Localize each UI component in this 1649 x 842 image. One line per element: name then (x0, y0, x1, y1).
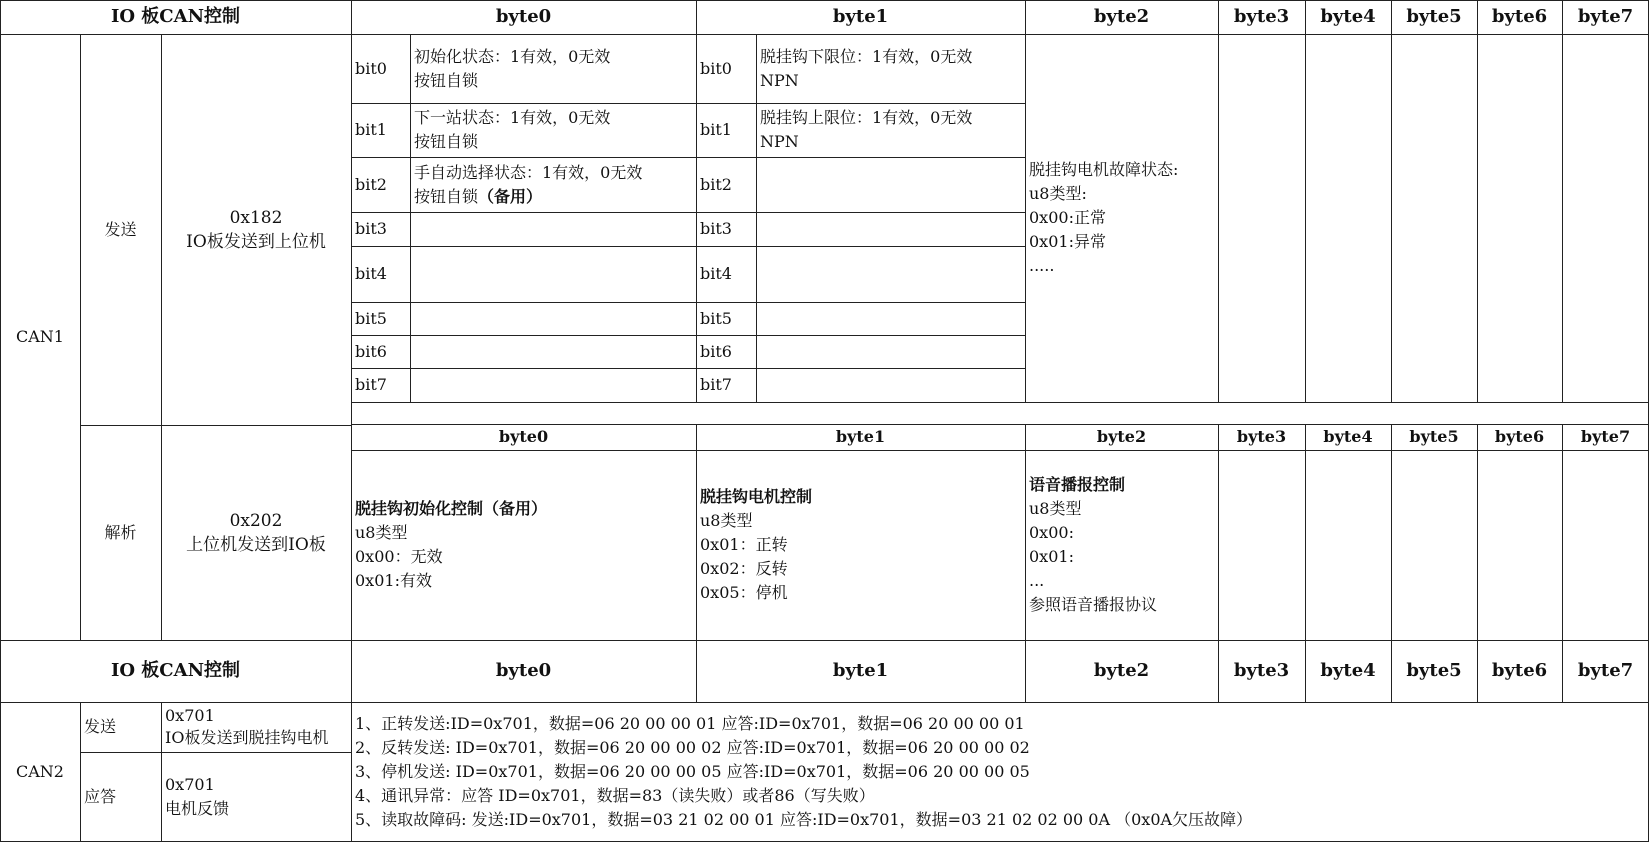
col-header-byte6-2: byte6 (1491, 660, 1548, 681)
parse-byte2 (1025, 450, 1218, 640)
parse-col-header-byte5: byte5 (1409, 427, 1459, 446)
b0-bit-label: bit1 (355, 120, 387, 139)
note-line: 2、反转发送: ID=0x701，数据=06 20 00 00 02 应答:ID=0x701，数据=06 20 00 00 02 (355, 737, 1030, 757)
parse-col-header-byte6: byte6 (1494, 427, 1545, 446)
col-header-byte6: byte6 (1491, 6, 1548, 27)
note-line: 4、通讯异常：应答 ID=0x701，数据=83（读失败）或者86（写失败） (355, 785, 875, 805)
b0-bit-label: bit0 (355, 58, 387, 78)
b1-bit-label: bit2 (700, 174, 732, 194)
can2-send-id: 0x701 (165, 706, 215, 725)
can1-send-id: 0x182 (229, 207, 283, 228)
can1-label: CAN1 (16, 327, 64, 346)
b0-bit-label: bit5 (355, 308, 387, 328)
parse-line: 参照语音播报协议 (1029, 595, 1158, 614)
col-header-byte1: byte1 (832, 6, 889, 27)
col-header-byte0: byte0 (495, 6, 552, 27)
b0-bit-label: bit7 (355, 375, 387, 394)
parse-col-header-byte1: byte1 (835, 427, 886, 446)
col-header-byte3-2: byte3 (1233, 660, 1290, 681)
parse-line: 0x01: (1029, 547, 1074, 566)
parse-byte2-title: 语音播报控制 (1029, 475, 1126, 494)
parse-byte0 (351, 450, 696, 640)
b1-bit1-line2: NPN (760, 132, 799, 151)
byte2-line: 0x01:异常 (1029, 232, 1106, 251)
b0-bit0-line2: 按钮自锁 (414, 70, 479, 90)
b0-bit-label: bit6 (355, 341, 387, 361)
parse-byte1-title: 脱挂钩电机控制 (700, 487, 813, 506)
byte2-line: 脱挂钩电机故障状态: (1029, 160, 1179, 179)
col-header-byte2: byte2 (1093, 6, 1150, 27)
col-header-byte4: byte4 (1320, 6, 1376, 27)
byte2-line: 0x00:正常 (1029, 208, 1106, 227)
b0-bit-desc (410, 103, 696, 157)
table-title-2: IO 板CAN控制 (110, 660, 241, 681)
can2-send-id-cell (161, 702, 351, 752)
b1-bit-label: bit4 (700, 264, 732, 283)
parse-col-header-byte0: byte0 (498, 427, 549, 446)
b1-bit-desc (756, 103, 1025, 157)
backup-note: （备用） (478, 186, 543, 206)
b1-bit-label: bit6 (700, 341, 732, 361)
b1-bit1-line1: 脱挂钩上限位：1有效，0无效 (760, 108, 973, 127)
parse-line: 0x02：反转 (700, 559, 788, 578)
parse-line: u8类型 (355, 523, 408, 542)
note-line: 3、停机发送: ID=0x701，数据=06 20 00 00 05 应答:ID=0x701，数据=06 20 00 00 05 (355, 761, 1030, 781)
b0-bit0-line1: 初始化状态：1有效，0无效 (414, 46, 611, 66)
b0-bit-desc (410, 34, 696, 103)
can1-parse-desc: 上位机发送到IO板 (186, 534, 326, 555)
col-header-byte2-2: byte2 (1093, 660, 1150, 681)
parse-col-header-byte7: byte7 (1580, 427, 1631, 446)
col-header-byte1-2: byte1 (832, 660, 889, 681)
can2-label: CAN2 (16, 762, 64, 781)
can2-reply-id-cell (161, 752, 351, 841)
parse-line: 0x01：正转 (700, 535, 788, 554)
can2-send-desc: IO板发送到脱挂钩电机 (165, 728, 329, 747)
col-header-byte3: byte3 (1233, 6, 1290, 27)
can1-parse-id: 0x202 (229, 510, 283, 531)
b0-bit-label: bit4 (355, 264, 387, 283)
parse-line: 0x00：无效 (355, 547, 443, 566)
col-header-byte7-2: byte7 (1577, 660, 1634, 681)
byte2-line: u8类型: (1029, 184, 1087, 203)
parse-line: ... (1029, 571, 1045, 590)
can1-send-byte2 (1025, 34, 1218, 402)
col-header-byte0-2: byte0 (495, 660, 552, 681)
parse-line: 0x05：停机 (700, 583, 788, 602)
can2-reply-desc: 电机反馈 (165, 798, 230, 818)
b0-bit2-line1: 手自动选择状态：1有效，0无效 (414, 162, 643, 182)
parse-line: u8类型 (1029, 499, 1082, 518)
parse-byte1 (696, 450, 1025, 640)
can2-send-label: 发送 (84, 717, 117, 736)
can2-reply-label: 应答 (84, 786, 117, 806)
b1-bit-label: bit0 (700, 58, 732, 78)
can1-send-label: 发送 (104, 219, 137, 239)
parse-col-header-byte4: byte4 (1323, 427, 1373, 446)
col-header-byte7: byte7 (1577, 6, 1634, 27)
parse-col-header-byte2: byte2 (1096, 427, 1147, 446)
b0-bit1-line2: 按钮自锁 (414, 132, 479, 151)
b0-bit2-line2: 按钮自锁（备用） (414, 186, 543, 206)
b0-bit-label: bit3 (355, 219, 387, 238)
parse-byte0-title: 脱挂钩初始化控制（备用） (355, 499, 548, 518)
b0-bit-desc (410, 157, 696, 212)
parse-line: u8类型 (700, 511, 753, 530)
col-header-byte5: byte5 (1406, 6, 1462, 27)
b1-bit-label: bit1 (700, 120, 732, 139)
can1-send-id-cell (161, 34, 351, 425)
can1-send-desc: IO板发送到上位机 (186, 231, 326, 252)
b0-bit1-line1: 下一站状态：1有效，0无效 (414, 108, 611, 127)
b1-bit-label: bit3 (700, 219, 732, 238)
byte2-line: ..... (1029, 256, 1055, 275)
note-line: 1、正转发送:ID=0x701，数据=06 20 00 00 01 应答:ID=0x701，数据=06 20 00 00 01 (355, 713, 1025, 733)
note-line: 5、读取故障码: 发送:ID=0x701，数据=03 21 02 00 01 应答:ID=0x701，数据=03 21 02 02 00 0A （0x0A欠压故障） (355, 809, 1253, 829)
parse-line: 0x01:有效 (355, 571, 432, 590)
b1-bit-desc (756, 34, 1025, 103)
table-title: IO 板CAN控制 (110, 6, 241, 27)
col-header-byte5-2: byte5 (1406, 660, 1462, 681)
can2-reply-id: 0x701 (165, 774, 215, 794)
can1-parse-id-cell (161, 425, 351, 640)
parse-line: 0x00: (1029, 523, 1074, 542)
b1-bit0-line1: 脱挂钩下限位：1有效，0无效 (760, 46, 973, 66)
b1-bit-label: bit5 (700, 308, 732, 328)
b1-bit-label: bit7 (700, 375, 732, 394)
b1-bit0-line2: NPN (760, 70, 799, 90)
b0-bit-label: bit2 (355, 174, 387, 194)
can2-notes (351, 702, 1648, 841)
col-header-byte4-2: byte4 (1320, 660, 1376, 681)
parse-col-header-byte3: byte3 (1236, 427, 1287, 446)
can1-parse-label: 解析 (104, 522, 137, 542)
